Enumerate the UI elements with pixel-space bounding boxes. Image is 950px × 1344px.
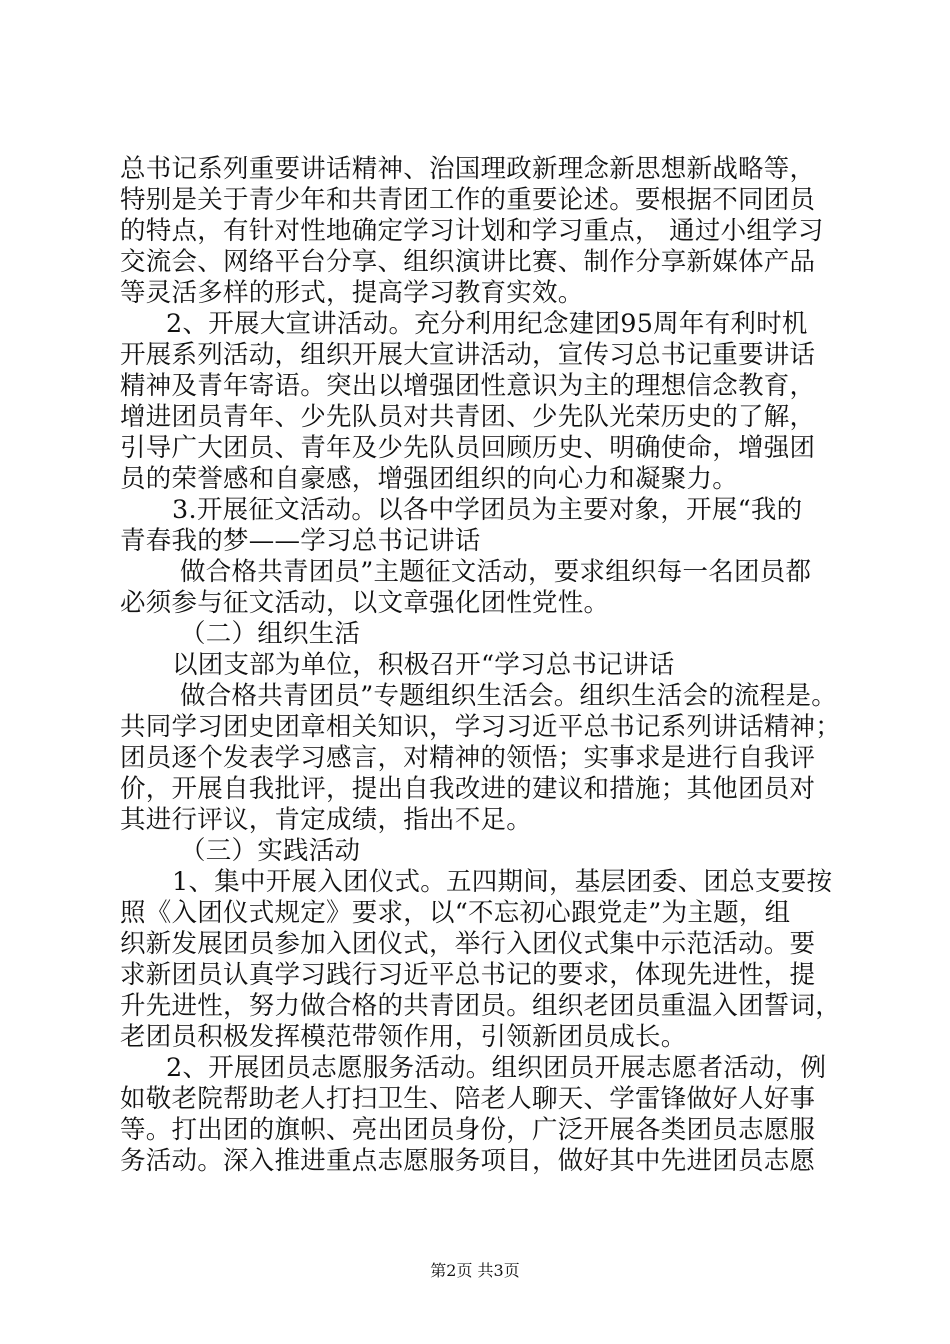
text-line: 员的荣誉感和自豪感，增强团组织的向心力和凝聚力。 [120, 464, 739, 494]
text-line: 团员逐个发表学习感言，对精神的领悟；实事求是进行自我评 [120, 743, 816, 773]
text-line: 以团支部为单位，积极召开“学习总书记讲话 [172, 650, 675, 680]
text-line: 总书记系列重要讲话精神、治国理政新理念新思想新战略等， [120, 154, 816, 184]
text-line: 照《入团仪式规定》要求，以“不忘初心跟党走”为主题，组 [120, 898, 791, 928]
text-line: （三）实践活动 [180, 836, 361, 866]
text-line: 做合格共青团员”专题组织生活会。组织生活会的流程是。 [180, 681, 838, 711]
text-line: 如敬老院帮助老人打扫卫生、陪老人聊天、学雷锋做好人好事 [120, 1084, 816, 1114]
text-line: 2、开展大宣讲活动。充分利用纪念建团95周年有利时机 [166, 309, 808, 339]
text-line: 必须参与征文活动，以文章强化团性党性。 [120, 588, 610, 618]
text-line: 价，开展自我批评，提出自我改进的建议和措施；其他团员对 [120, 774, 816, 804]
text-line: 织新发展团员参加入团仪式，举行入团仪式集中示范活动。要 [120, 929, 816, 959]
text-line: 1、集中开展入团仪式。五四期间，基层团委、团总支要按 [172, 867, 833, 897]
text-line: 老团员积极发挥模范带领作用，引领新团员成长。 [120, 1022, 687, 1052]
text-line: 做合格共青团员”主题征文活动，要求组织每一名团员都 [180, 557, 812, 587]
text-line: 2、开展团员志愿服务活动。组织团员开展志愿者活动，例 [166, 1053, 827, 1083]
text-line: 的特点，有针对性地确定学习计划和学习重点， 通过小组学习 [120, 216, 824, 246]
text-line: 其进行评议，肯定成绩，指出不足。 [120, 805, 533, 835]
text-line: 等灵活多样的形式，提高学习教育实效。 [120, 278, 584, 308]
text-line: 共同学习团史团章相关知识，学习习近平总书记系列讲话精神； [120, 712, 842, 742]
text-line: 增进团员青年、少先队员对共青团、少先队光荣历史的了解， [120, 402, 816, 432]
text-line: 等。打出团的旗帜、亮出团员身份，广泛开展各类团员志愿服 [120, 1115, 816, 1145]
text-line: 特别是关于青少年和共青团工作的重要论述。要根据不同团员 [120, 185, 816, 215]
page-footer: 第2页 共3页 [430, 1261, 520, 1280]
text-line: 青春我的梦——学习总书记讲话 [120, 526, 481, 556]
text-line: （二）组织生活 [180, 619, 361, 649]
text-line: 精神及青年寄语。突出以增强团性意识为主的理想信念教育， [120, 371, 816, 401]
document-body [120, 154, 850, 1177]
text-line: 开展系列活动，组织开展大宣讲活动，宣传习总书记重要讲话 [120, 340, 816, 370]
text-line: 交流会、网络平台分享、组织演讲比赛、制作分享新媒体产品 [120, 247, 816, 277]
text-line: 升先进性，努力做合格的共青团员。组织老团员重温入团誓词， [120, 991, 842, 1021]
text-line: 引导广大团员、青年及少先队员回顾历史、明确使命，增强团 [120, 433, 816, 463]
text-line: 务活动。深入推进重点志愿服务项目，做好其中先进团员志愿 [120, 1146, 816, 1176]
text-line: 3.开展征文活动。以各中学团员为主要对象，开展“我的 [172, 495, 803, 525]
text-line: 求新团员认真学习践行习近平总书记的要求，体现先进性，提 [120, 960, 816, 990]
